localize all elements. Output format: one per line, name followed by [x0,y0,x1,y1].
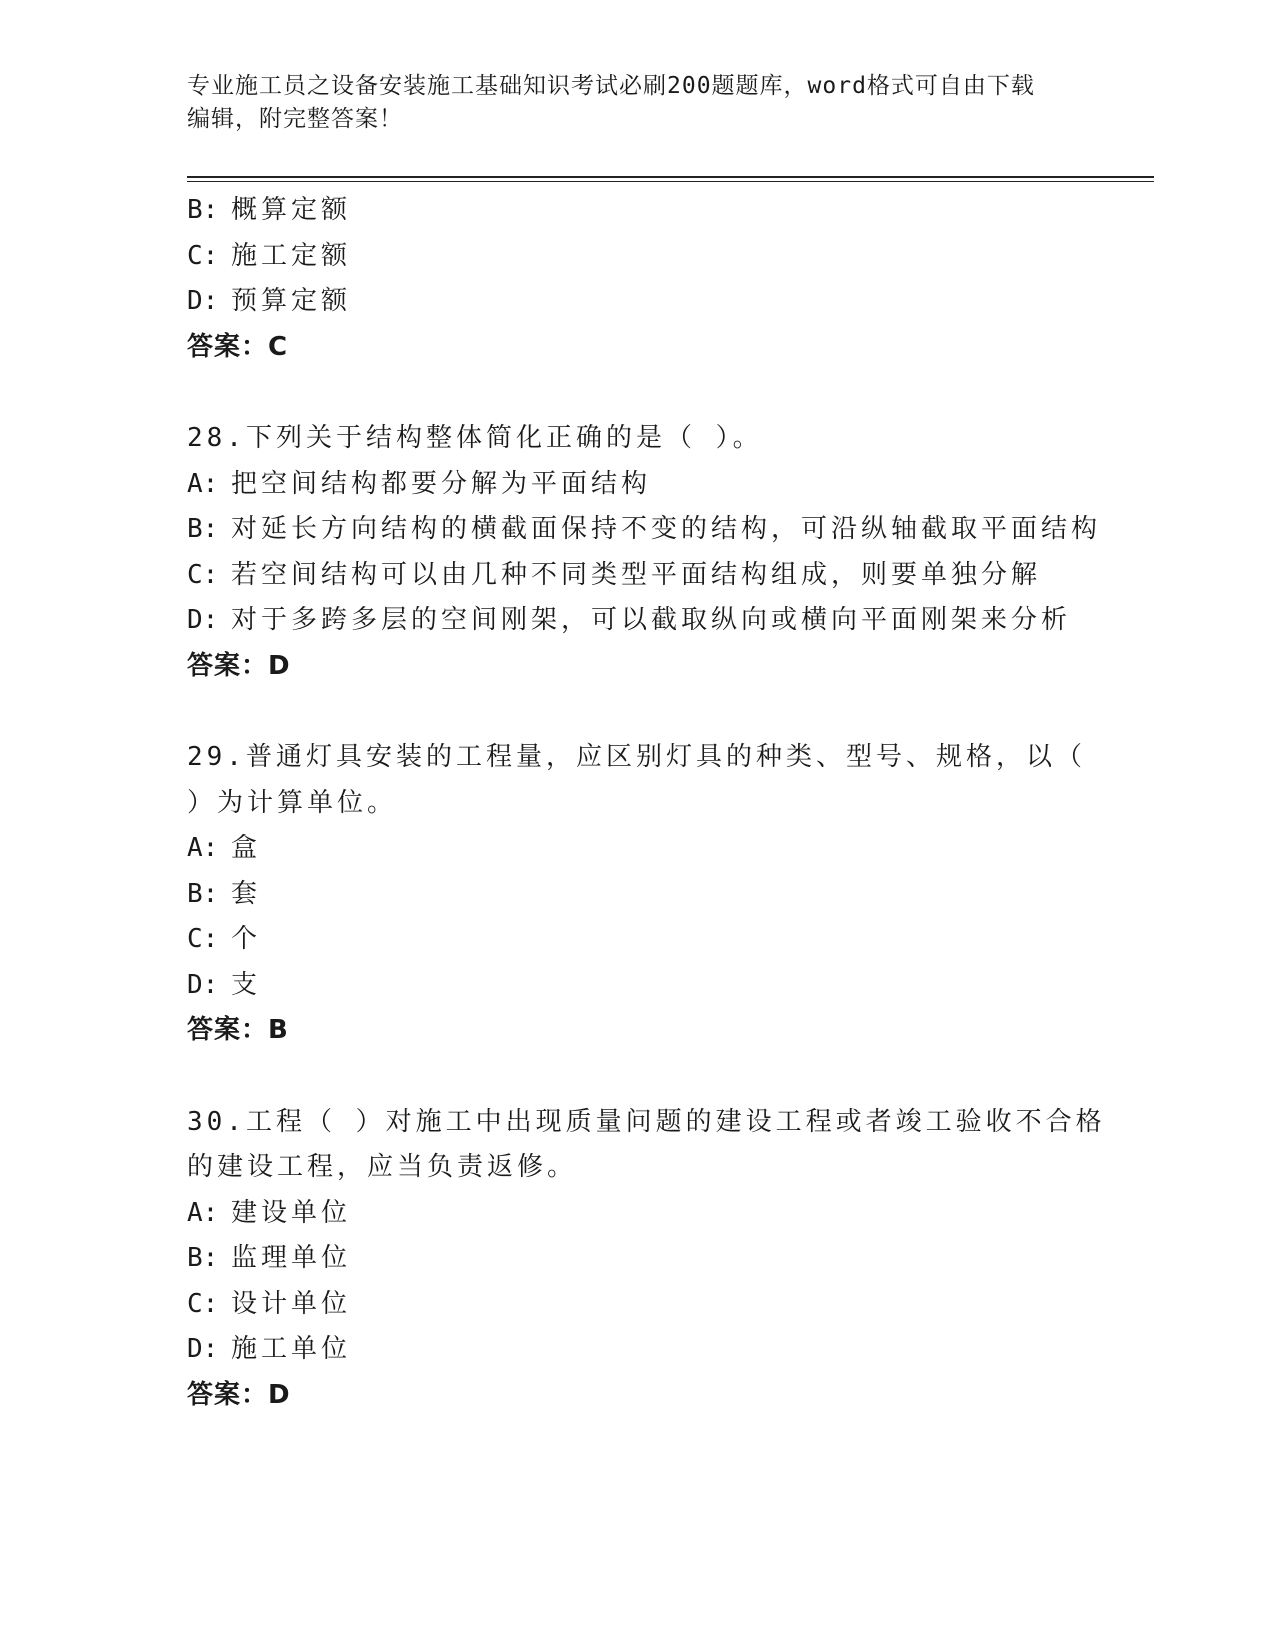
option-row [187,872,1117,918]
option-key: A: [187,468,219,499]
option-key: C: [187,924,219,954]
option-text: 建设单位 [231,1197,352,1228]
spacer [187,370,1117,416]
question-content [187,188,1117,1418]
option-row [187,553,1117,599]
answer-line: 答案：B [187,1015,289,1045]
option-row [187,598,1117,644]
option-text: 把空间结构都要分解为平面结构 [231,468,652,499]
option-row [187,1191,1117,1237]
option-text: 套 [231,878,262,909]
option-key: D: [187,969,219,1000]
question-stem: 30.工程（ ）对施工中出现质量问题的建设工程或者竣工验收不合格 [187,1106,1106,1137]
option-key: C: [187,559,219,590]
option-key: D: [187,1334,219,1364]
option-text: 设计单位 [231,1288,352,1319]
option-text: 概算定额 [231,195,352,225]
option-row [187,1282,1117,1328]
option-row [187,279,1117,325]
option-text: 施工定额 [231,240,352,271]
answer-line: 答案：D [187,1379,291,1410]
header-rule-thick [187,176,1154,178]
option-text: 预算定额 [231,286,352,316]
option-key: D: [187,286,219,316]
answer-line: 答案：C [187,331,289,362]
option-key: A: [187,833,219,863]
option-row [187,826,1117,872]
question-27-continued [187,188,1117,370]
answer-line: 答案：D [187,650,291,681]
option-row [187,963,1117,1009]
question-28 [187,416,1117,689]
option-key: B: [187,878,219,909]
spacer [187,1054,1117,1100]
option-row [187,1327,1117,1373]
option-row [187,507,1117,553]
option-key: C: [187,1288,219,1319]
option-row [187,462,1117,508]
question-stem: 28.下列关于结构整体简化正确的是（ ）。 [187,423,763,453]
option-row [187,917,1117,963]
question-stem-continued: ）为计算单位。 [187,787,398,818]
option-text: 对于多跨多层的空间刚架，可以截取纵向或横向平面刚架来分析 [231,605,1072,635]
document-header [187,70,1067,136]
option-key: C: [187,240,219,271]
option-row [187,1236,1117,1282]
header-line-2: 编辑，附完整答案！ [187,106,403,132]
header-line-1: 专业施工员之设备安装施工基础知识考试必刷200题题库，word格式可自由下载 [187,73,1035,99]
option-text: 若空间结构可以由几种不同类型平面结构组成，则要单独分解 [231,559,1042,590]
option-row [187,234,1117,280]
question-29 [187,735,1117,1054]
option-text: 对延长方向结构的横截面保持不变的结构，可沿纵轴截取平面结构 [231,514,1102,544]
option-key: D: [187,605,219,635]
option-text: 监理单位 [231,1243,352,1273]
option-text: 个 [231,924,262,954]
spacer [187,689,1117,735]
option-text: 支 [231,969,262,1000]
option-text: 盒 [231,833,262,863]
option-key: B: [187,1243,219,1273]
option-key: B: [187,195,219,225]
option-key: B: [187,514,219,544]
question-30 [187,1100,1117,1419]
option-key: A: [187,1197,219,1228]
question-stem-continued: 的建设工程，应当负责返修。 [187,1152,578,1182]
header-rule-thin [187,181,1154,182]
option-row [187,188,1117,234]
question-stem: 29.普通灯具安装的工程量，应区别灯具的种类、型号、规格，以（ [187,742,1086,772]
option-text: 施工单位 [231,1334,352,1364]
